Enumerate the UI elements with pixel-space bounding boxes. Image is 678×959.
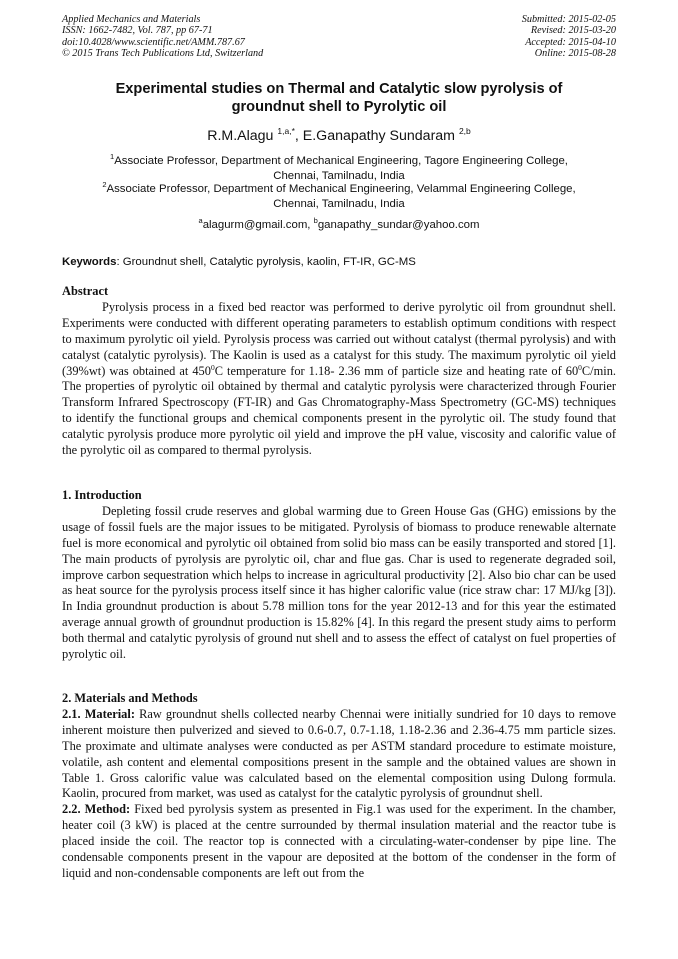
paper-title <box>62 80 616 116</box>
affiliation-1-line-2: Chennai, Tamilnadu, India <box>273 169 405 182</box>
affiliation-1-line-1: Associate Professor, Department of Mechanical Engineering, Tagore Engineering College, <box>114 155 568 167</box>
methods-section <box>62 691 616 882</box>
date-revised: Revised: 2015-03-20 <box>530 25 616 37</box>
method-text: Fixed bed pyrolysis system as presented in Fig.1 was used for the experiment. In the chamber, heater coil (3 kW) is placed at the centre surrounded by thermal insulation material and the reactor tube is placed inside the coil. The reactor top is connected with a circulating-water-condenser by pipe line. The condensable components present in the vapour are deposited at the bottom of the condenser in the form of liquid and non-condensable components are left out from the <box>62 802 616 880</box>
keywords-text: : Groundnut shell, Catalytic pyrolysis, kaolin, FT-IR, GC-MS <box>116 256 416 268</box>
methods-heading: 2. Materials and Methods <box>62 691 198 705</box>
abstract-heading: Abstract <box>62 284 109 298</box>
author-1-name: R.M.Alagu <box>207 128 278 144</box>
keywords <box>62 255 616 269</box>
keywords-label: Keywords <box>62 256 117 268</box>
title-line-2: groundnut shell to Pyrolytic oil <box>231 99 447 115</box>
abstract-section <box>62 284 616 459</box>
affiliation-2-mark: 2 <box>102 180 107 189</box>
author-emails <box>62 214 616 232</box>
method-subheading: 2.2. Method: <box>62 802 131 817</box>
introduction-section <box>62 488 616 663</box>
journal-doi: doi:10.4028/www.scientific.net/AMM.787.67 <box>62 36 245 48</box>
abstract-text: Pyrolysis process in a fixed bed reactor was performed to derive pyrolytic oil from groundnut shell. Experiments were conducted with different operating parameters to establish optimum conditions with respect to maximum pyrolytic oil yield. Pyrolysis process was carried out without catalyst (thermal pyrolysis) and with catalyst (catalytic pyrolysis). The Kaolin is used as a catalyst for this study. The maximum pyrolytic oil yield (39%wt) was obtained at $450^0C$ temperature for 1.18- 2.36 mm of particle size and heating rate of $60^0C/\min$. The properties of pyrolytic oil obtained by thermal and catalytic pyrolysis were characterized through Fourier Transform Infrared Spectroscopy (FT-IR) and Gas Chromatography-Mass Spectrometry (GC-MS) techniques to identify the functional groups and chemical components present in the pyrolytic oil. The study found that catalytic pyrolysis produce more pyrolytic oil yield and improve the pH value, viscosity and calorific value of the pyrolytic oil as compared to thermal pyrolysis. <box>62 299 616 458</box>
material-subheading: 2.1. Material: <box>62 706 135 721</box>
affiliation-2 <box>62 178 616 211</box>
email-b: ganapathy_sundar@yahoo.com <box>317 219 480 231</box>
date-accepted: Accepted: 2015-04-10 <box>525 36 616 48</box>
title-line-1: Experimental studies on Thermal and Catalytic slow pyrolysis of <box>115 81 563 97</box>
introduction-text: Depleting fossil crude reserves and global warming due to Green House Gas (GHG) emissions by the usage of fossil fuels are the major issues to be mitigated. Pyrolysis of biomass to produce renewable alternate fuel is more economical and pyrolytic oil obtained from solid bio mass can be easily transported and stored [1]. The main products of pyrolysis are pyrolytic oil, char and flue gas. Char is used to regenerate degraded soil, improve carbon sequestration which helps to increase in agricultural productivity [2]. Also bio char can be used as heat source for the pyrolysis process itself since it has higher calorific value (rice straw char: 17 MJ/kg [3]). In India groundnut production is about 5.78 million tons for the year 2012-13 and for this year the estimated average annual growth of groundnut production is 15.82% [4]. In this regard the present study aims to perform both thermal and catalytic pyrolysis of ground nut shell and to assess the effect of catalyst on fuel properties of pyrolytic oil. <box>62 503 616 662</box>
author-2-marks: 2,b <box>458 126 471 136</box>
affiliation-2-line-1: Associate Professor, Department of Mechanical Engineering, Velammal Engineering College, <box>106 183 576 195</box>
author-1-marks: 1,a,* <box>277 126 295 136</box>
email-b-mark: b <box>313 216 318 225</box>
journal-info <box>62 14 263 59</box>
submission-dates <box>522 14 616 59</box>
email-a-mark: a <box>198 216 203 225</box>
method-paragraph <box>62 802 616 882</box>
author-2-name: E.Ganapathy Sundaram <box>302 128 459 144</box>
date-submitted: Submitted: 2015-02-05 <box>521 14 616 25</box>
date-online: Online: 2015-08-28 <box>534 47 616 59</box>
journal-name: Applied Mechanics and Materials <box>62 14 201 25</box>
introduction-heading: 1. Introduction <box>62 488 142 502</box>
journal-copyright: © 2015 Trans Tech Publications Ltd, Switzerland <box>62 47 264 59</box>
material-paragraph <box>62 707 616 802</box>
affiliation-2-line-2: Chennai, Tamilnadu, India <box>273 197 405 210</box>
affiliation-1-mark: 1 <box>110 152 115 161</box>
material-text: Raw groundnut shells collected nearby Chennai were initially sundried for 10 days to remove inherent moisture then pulverized and sieved to 0.6-0.7, 0.7-1.18, 1.18-2.36 and 2.36-4.75 mm particle sizes. The proximate and ultimate analyses were conducted as per ASTM standard procedure to estimate moisture, volatile, ash content and elemental compositions present in the sample and the obtained values are shown in Table 1. Gross calorific value was calculated based on the elemental composition using Dulong formula. Kaolin, procured from market, was used as catalyst for the catalytic pyrolysis of groundnut shell. <box>62 706 617 801</box>
author-list <box>62 122 616 145</box>
email-a: alagurm@gmail.com, <box>202 219 314 231</box>
journal-issn: ISSN: 1662-7482, Vol. 787, pp 67-71 <box>62 25 213 37</box>
author-separator: , <box>294 128 303 144</box>
